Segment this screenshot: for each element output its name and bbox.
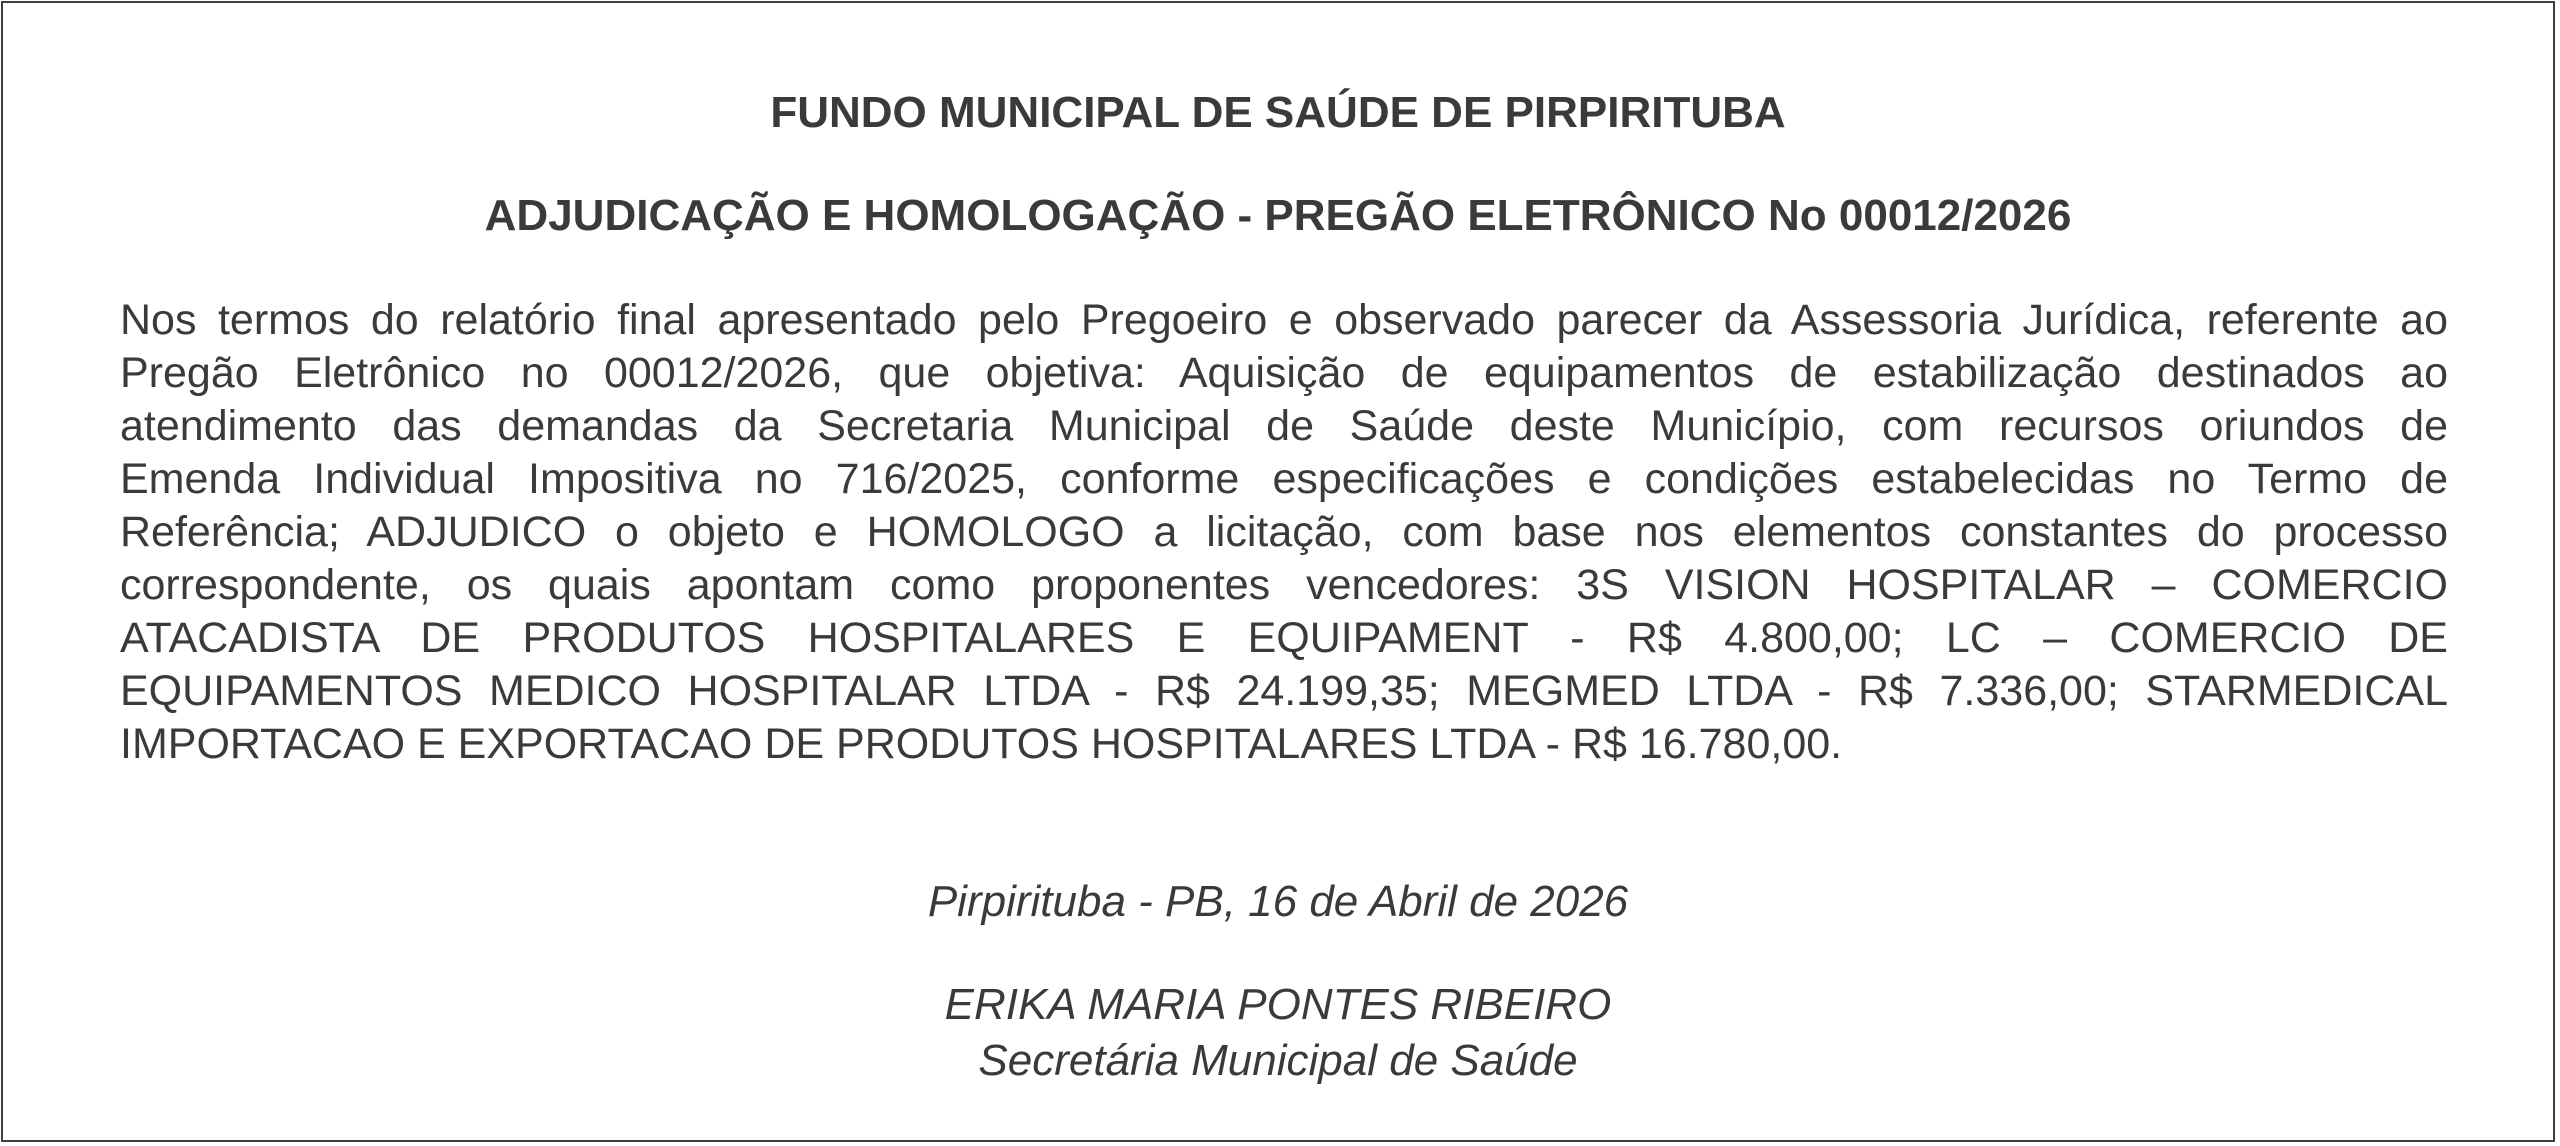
body-line: Pregão Eletrônico no 00012/2026, que objetiva: Aquisição de equipamentos de estabilização destinados ao <box>120 349 2448 397</box>
body-line: ATACADISTA DE PRODUTOS HOSPITALARES E EQUIPAMENT - R$ 4.800,00; LC – COMERCIO DE <box>120 614 2448 662</box>
notice-body <box>120 294 2448 771</box>
signer-role: Secretária Municipal de Saúde <box>978 1036 1578 1085</box>
body-line: Referência; ADJUDICO o objeto e HOMOLOGO a licitação, com base nos elementos constantes do processo <box>120 508 2448 556</box>
place-date: Pirpirituba - PB, 16 de Abril de 2026 <box>927 877 1629 926</box>
legal-notice <box>1 1 2555 1142</box>
body-line: Emenda Individual Impositiva no 716/2025, conforme especificações e condições estabelecidas no Termo de <box>120 455 2448 503</box>
body-line: correspondente, os quais apontam como proponentes vencedores: 3S VISION HOSPITALAR – COMERCIO <box>120 561 2448 609</box>
notice-title: ADJUDICAÇÃO E HOMOLOGAÇÃO - PREGÃO ELETRÔNICO No 00012/2026 <box>484 191 2072 240</box>
signer-name: ERIKA MARIA PONTES RIBEIRO <box>944 980 1612 1029</box>
body-line: IMPORTACAO E EXPORTACAO DE PRODUTOS HOSPITALARES LTDA - R$ 16.780,00. <box>120 720 1843 768</box>
organization-title: FUNDO MUNICIPAL DE SAÚDE DE PIRPIRITUBA <box>770 88 1786 137</box>
body-line: EQUIPAMENTOS MEDICO HOSPITALAR LTDA - R$ 24.199,35; MEGMED LTDA - R$ 7.336,00; STARMEDICAL <box>120 667 2448 715</box>
body-line: atendimento das demandas da Secretaria Municipal de Saúde deste Município, com recursos oriundos de <box>120 402 2448 450</box>
body-line: Nos termos do relatório final apresentado pelo Pregoeiro e observado parecer da Assessoria Jurídica, referente ao <box>120 296 2448 344</box>
